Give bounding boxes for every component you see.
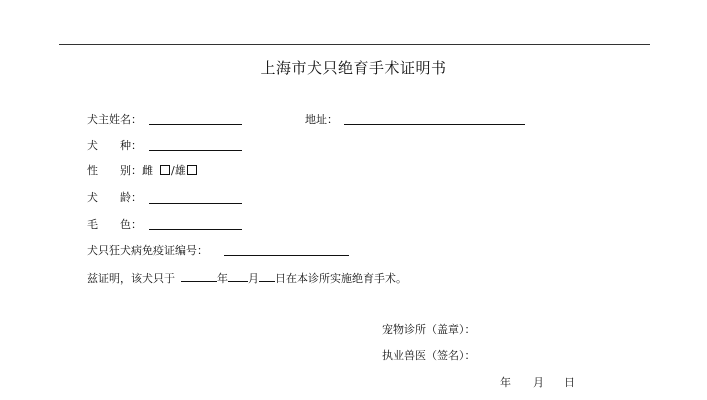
sign-date-year: 年: [500, 376, 511, 389]
rabies-cert-blank: [224, 255, 349, 256]
sex-label-char1: 性: [87, 164, 98, 177]
breed-label-char2: 种：: [120, 139, 142, 152]
color-blank: [149, 229, 242, 230]
address-blank: [344, 124, 525, 125]
breed-blank: [149, 150, 242, 151]
certify-year-blank: [181, 271, 217, 282]
owner-name-blank: [149, 124, 242, 125]
male-checkbox[interactable]: [187, 165, 197, 175]
certify-day-blank: [259, 271, 275, 282]
sign-date-month: 月: [533, 376, 544, 389]
certify-sentence: [87, 271, 407, 284]
top-divider-line: [59, 44, 650, 45]
sex-label-char2: 别：: [120, 164, 142, 177]
certify-tail-text: 日在本诊所实施绝育手术。: [275, 272, 407, 285]
age-label-char2: 龄：: [120, 191, 142, 204]
certify-lead-text: 兹证明，该犬只于: [87, 272, 175, 285]
certify-year-text: 年: [217, 272, 228, 285]
sex-label: [87, 165, 198, 176]
certify-month-blank: [228, 271, 248, 282]
clinic-stamp-label: 宠物诊所（盖章）：: [382, 323, 476, 336]
sex-female-text: 雌: [142, 164, 153, 177]
rabies-cert-label: 犬只狂犬病免疫证编号：: [87, 244, 208, 257]
color-label: [87, 219, 142, 230]
breed-label: [87, 140, 142, 151]
age-label: [87, 192, 142, 203]
age-label-char1: 犬: [87, 191, 98, 204]
age-blank: [149, 203, 242, 204]
color-label-char1: 毛: [87, 218, 98, 231]
sex-male-text: /雄: [171, 164, 186, 177]
breed-label-char1: 犬: [87, 139, 98, 152]
sign-date-day: 日: [564, 376, 575, 389]
owner-name-label: 犬主姓名：: [87, 113, 142, 126]
address-label: 地址：: [305, 113, 338, 126]
female-checkbox[interactable]: [160, 165, 170, 175]
vet-signature-label: 执业兽医（签名）：: [382, 349, 476, 362]
color-label-char2: 色：: [120, 218, 142, 231]
document-title: 上海市犬只绝育手术证明书: [260, 59, 447, 77]
certify-month-text: 月: [248, 272, 259, 285]
